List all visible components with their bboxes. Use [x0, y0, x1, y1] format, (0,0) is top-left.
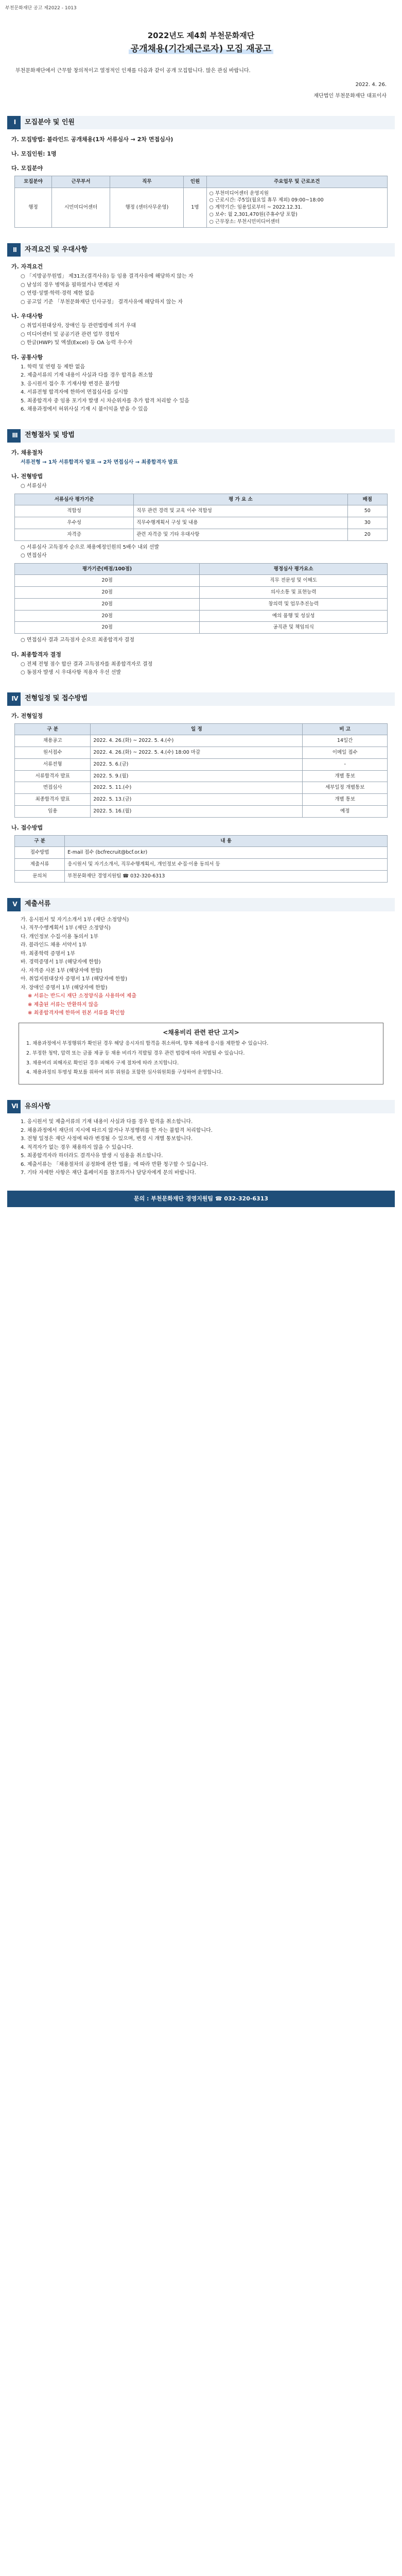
common-label: 다. 공통사항 — [11, 353, 43, 361]
contact-footer: 문의 : 부천문화재단 경영지원팀 ☎ 032-320-6313 — [7, 1191, 395, 1207]
table-cell: 2022. 5. 9.(월) — [91, 770, 303, 782]
table-cell: 20점 — [15, 575, 200, 587]
table-cell: 2022. 5. 6.(금) — [91, 758, 303, 770]
title-highlight: 공개채용(기간제근로자) 모집 재공고 — [129, 44, 274, 54]
list-item: 6. 제출서류는 「채용절차의 공정화에 관한 법률」에 따라 반환 청구할 수 있습니다. — [21, 1161, 208, 1167]
table-cell: 최종합격자 발표 — [15, 794, 91, 806]
schedule-label: 가. 전형일정 — [11, 712, 43, 719]
cell-details — [206, 188, 387, 228]
section-header — [7, 429, 395, 443]
table-cell: 2022. 5. 11.(수) — [91, 782, 303, 794]
table-cell: 예의 품행 및 성실성 — [200, 610, 388, 622]
list-item: 자. 장애인 증명서 1부 (해당자에 한함) — [21, 985, 108, 991]
notice-box-item: 4. 채용과정의 투명성 확보를 위하여 외부 위원을 포함한 심사위원회를 구성하여 운영합니다. — [26, 1070, 223, 1076]
table-cell: 개별 통보 — [303, 794, 388, 806]
table-row — [15, 805, 388, 817]
process-flow: 서류전형 → 1차 서류합격자 발표 → 2차 면접심사 → 최종합격자 발표 — [21, 459, 178, 465]
list-item: 7. 기타 자세한 사항은 재단 홈페이지를 참조하거나 담당자에게 문의 바랍니다. — [21, 1170, 196, 1176]
table-cell: 공직관 및 책임의식 — [200, 622, 388, 634]
process-label: 가. 채용절차 — [11, 449, 43, 456]
table-cell: 의사소통 및 표현능력 — [200, 587, 388, 599]
th-score: 배점 — [347, 494, 387, 505]
section-qualification — [7, 243, 395, 413]
list-item: 바. 경력증명서 1부 (해당자에 한함) — [21, 959, 101, 965]
table-cell: 관련 자격증 및 기타 우대사항 — [134, 529, 347, 540]
table-row — [15, 859, 388, 871]
table-cell: 2022. 4. 26.(화) ~ 2022. 5. 4.(수) — [91, 735, 303, 747]
table-cell: 원서접수 — [15, 747, 91, 759]
section-header — [7, 692, 395, 706]
th-criteria: 서류심사 평가기준 — [15, 494, 134, 505]
section-number: Ⅱ — [9, 243, 21, 257]
th-eval-elements: 평정심사 평가요소 — [200, 563, 388, 575]
table-row — [15, 794, 388, 806]
table-row — [15, 770, 388, 782]
list-item: ○ 한글(HWP) 및 엑셀(Excel) 등 OA 능력 우수자 — [21, 340, 133, 346]
list-item: 3. 전형 일정은 재단 사정에 따라 변경될 수 있으며, 변경 시 개별 통보합니다. — [21, 1136, 193, 1142]
th-content: 내 용 — [65, 835, 388, 847]
table-cell: 임용 — [15, 805, 91, 817]
list-item: ○ 연령·성별·학력·경력 제한 없음 — [21, 291, 95, 297]
th-duty: 직무 — [110, 176, 184, 188]
note-item: ※ 서류는 반드시 재단 소정양식을 사용하여 제출 — [28, 993, 136, 999]
list-item: 6. 채용과정에서 허위사실 기재 시 불이익을 받을 수 있음 — [21, 406, 148, 413]
table-row — [15, 847, 388, 859]
table-cell: 적합성 — [15, 505, 134, 517]
notice-box-item: 1. 채용과정에서 부정행위가 확인된 경우 해당 응시자의 합격을 취소하며, 향후 채용에 응시를 제한할 수 있습니다. — [26, 1041, 269, 1047]
section-number: Ⅲ — [9, 429, 21, 443]
th-count: 인원 — [184, 176, 206, 188]
table-row — [15, 622, 388, 634]
receive-table — [14, 835, 388, 883]
section-number: Ⅳ — [9, 692, 21, 706]
table-cell: 20점 — [15, 610, 200, 622]
table-cell: 채용공고 — [15, 735, 91, 747]
cell-count: 1명 — [184, 188, 206, 228]
list-item: ○ 남성의 경우 병역을 필하였거나 면제된 자 — [21, 282, 120, 288]
table-cell: 2022. 4. 26.(화) ~ 2022. 5. 4.(수) 18:00 마감 — [91, 747, 303, 759]
table-cell: 20점 — [15, 598, 200, 610]
notice-box — [19, 1023, 383, 1084]
th-note: 비 고 — [303, 723, 388, 735]
section-header — [7, 898, 395, 911]
cell-field: 행정 — [15, 188, 52, 228]
table-cell: 세부일정 개별통보 — [303, 782, 388, 794]
title-line1: 2022년도 제4회 부천문화재단 — [147, 31, 255, 41]
list-item: 5. 최종합격자 중 임용 포기자 발생 시 차순위자를 추가 합격 처리할 수 있음 — [21, 398, 189, 404]
table-cell: 2022. 5. 16.(월) — [91, 805, 303, 817]
table-row — [15, 747, 388, 759]
table-cell: - — [303, 758, 388, 770]
table-cell: E-mail 접수 (bcfrecruit@bcf.or.kr) — [65, 847, 388, 859]
section-documents — [7, 898, 395, 1084]
table-cell: 20 — [347, 529, 387, 540]
table-row — [15, 610, 388, 622]
section-recruit-field — [7, 116, 395, 228]
list-item: 4. 적격자가 없는 경우 채용하지 않을 수 있습니다. — [21, 1144, 133, 1150]
interview-table — [14, 563, 388, 634]
list-item: ○ 동점자 발생 시 우대사항 적용자 우선 선발 — [21, 670, 121, 676]
qualification-label: 가. 자격요건 — [11, 263, 43, 270]
table-cell: 제출서류 — [15, 859, 65, 871]
th-dept: 근무부서 — [51, 176, 110, 188]
interview-note: ○ 면접심사 결과 고득점자 순으로 최종합격자 결정 — [21, 637, 134, 643]
table-cell: 직무수행계획서 구성 및 내용 — [134, 517, 347, 529]
list-item: ○ 취업지원대상자, 장애인 등 관련법령에 의거 우대 — [21, 323, 136, 329]
table-cell: 직무 전문성 및 이해도 — [200, 575, 388, 587]
detail-line: ○ 근로시간: 주5일(월요일 휴무 제외) 09:00~18:00 — [209, 197, 324, 204]
section-process — [7, 429, 395, 677]
section-schedule — [7, 692, 395, 883]
cell-duty: 행정 (센터사무운영) — [110, 188, 184, 228]
detail-line: ○ 계약기간: 임용일로부터 ~ 2022.12.31. — [209, 205, 303, 211]
list-item: 사. 자격증 사본 1부 (해당자에 한함) — [21, 968, 102, 974]
table-cell: 부천문화재단 경영지원팀 ☎ 032-320-6313 — [65, 870, 388, 882]
table-cell: 20점 — [15, 622, 200, 634]
table-cell: 접수방법 — [15, 847, 65, 859]
table-cell: 50 — [347, 505, 387, 517]
recruitment-notice — [0, 0, 402, 1207]
note-item: ※ 최종합격자에 한하여 원본 서류를 확인함 — [28, 1010, 125, 1016]
table-cell: 예정 — [303, 805, 388, 817]
doc-review-label: ○ 서류심사 — [21, 483, 47, 489]
table-cell: 개별 통보 — [303, 770, 388, 782]
recruit-table — [14, 176, 388, 228]
notice-number: 부천문화재단 공고 제2022 - 1013 — [5, 6, 77, 11]
th-item: 구 분 — [15, 835, 65, 847]
table-row — [15, 735, 388, 747]
list-item: ○ 미디어센터 및 공공기관 관련 업무 경험자 — [21, 331, 120, 337]
list-item: ○ 「지방공무원법」 제31조(결격사유) 등 임용 결격사유에 해당하지 않는 자 — [21, 274, 194, 280]
section-title: 전형절차 및 방법 — [25, 431, 75, 439]
table-row — [15, 505, 388, 517]
table-row — [15, 575, 388, 587]
table-cell: 응시원서 및 자기소개서, 직무수행계획서, 개인정보 수집·이용 동의서 등 — [65, 859, 388, 871]
intro-text: 부천문화재단에서 근무할 창의적이고 열정적인 인재를 다음과 같이 공개 모집합니다. 많은 관심 바랍니다. — [15, 68, 251, 74]
table-cell: 창의력 및 업무추진능력 — [200, 598, 388, 610]
table-row — [15, 188, 388, 228]
table-cell: 문의처 — [15, 870, 65, 882]
table-row — [15, 782, 388, 794]
list-item: 3. 응시원서 접수 후 기재사항 변경은 불가함 — [21, 381, 120, 387]
table-cell: 면접심사 — [15, 782, 91, 794]
recruit-method: 가. 모집방법: 블라인드 공개채용(1차 서류심사 → 2차 면접심사) — [11, 135, 173, 143]
list-item: 5. 최종합격자라 하더라도 결격사유 발생 시 임용을 취소합니다. — [21, 1153, 163, 1159]
detail-line: ○ 보수: 월 2,301,470원(주휴수당 포함) — [209, 211, 298, 217]
table-row — [15, 587, 388, 599]
interview-label: ○ 면접심사 — [21, 553, 47, 559]
cell-dept: 시민미디어센터 — [51, 188, 110, 228]
org-name: 재단법인 부천문화재단 대표이사 — [313, 93, 387, 99]
list-item: 2. 제출서류의 기재 내용이 사실과 다를 경우 합격을 취소함 — [21, 372, 153, 379]
table-row — [15, 758, 388, 770]
th-elements: 평 가 요 소 — [134, 494, 347, 505]
section-number: Ⅰ — [9, 116, 21, 129]
recruit-field-label: 다. 모집분야 — [11, 164, 43, 172]
list-item: 아. 취업지원대상자 증명서 1부 (해당자에 한함) — [21, 976, 128, 982]
list-item: 1. 학력 및 연령 등 제한 없음 — [21, 364, 85, 370]
final-decision-label: 다. 최종합격자 결정 — [11, 651, 61, 658]
table-row — [15, 598, 388, 610]
section-header — [7, 1100, 395, 1113]
table-cell: 직무 관련 경력 및 교육 이수 적합성 — [134, 505, 347, 517]
table-cell: 30 — [347, 517, 387, 529]
title-line2 — [0, 43, 402, 56]
list-item: 마. 최종학력 증명서 1부 — [21, 951, 76, 957]
table-cell: 14일간 — [303, 735, 388, 747]
doc-review-note: ○ 서류심사 고득점자 순으로 채용예정인원의 5배수 내외 선발 — [21, 544, 160, 550]
table-row — [15, 529, 388, 540]
detail-line: ○ 부천미디어센터 운영지원 — [209, 190, 269, 196]
title-block — [0, 30, 402, 55]
table-cell: 서류합격자 발표 — [15, 770, 91, 782]
recruit-count: 나. 모집인원: 1명 — [11, 150, 57, 157]
table-cell: 우수성 — [15, 517, 134, 529]
list-item: 라. 블라인드 채용 서약서 1부 — [21, 942, 87, 948]
list-item: ○ 전체 전형 점수 합산 결과 고득점자를 최종합격자로 결정 — [21, 661, 153, 667]
schedule-table — [14, 723, 388, 818]
detail-line: ○ 근무장소: 부천시민미디어센터 — [209, 218, 280, 225]
receive-label: 나. 접수방법 — [11, 824, 43, 831]
list-item: ○ 공고일 기준 「부천문화재단 인사규정」 결격사유에 해당하지 않는 자 — [21, 299, 183, 305]
method-label: 나. 전형방법 — [11, 473, 43, 480]
list-item: 나. 직무수행계획서 1부 (재단 소정양식) — [21, 925, 111, 931]
list-item: 다. 개인정보 수집·이용 동의서 1부 — [21, 934, 99, 940]
section-number: Ⅴ — [9, 898, 21, 911]
section-cautions — [7, 1100, 395, 1177]
table-cell: 이메일 접수 — [303, 747, 388, 759]
section-title: 유의사항 — [25, 1102, 51, 1110]
section-number: Ⅵ — [9, 1100, 21, 1113]
th-details: 주요업무 및 근로조건 — [206, 176, 387, 188]
table-row — [15, 870, 388, 882]
notice-date: 2022. 4. 26. — [355, 81, 387, 88]
section-title: 자격요건 및 우대사항 — [25, 245, 88, 253]
list-item: 가. 응시원서 및 자기소개서 1부 (재단 소정양식) — [21, 917, 129, 923]
th-score-criteria: 평가기준(배점/100점) — [15, 563, 200, 575]
notice-box-title: <채용비리 관련 판단 고지> — [163, 1028, 239, 1036]
th-date: 일 정 — [91, 723, 303, 735]
section-header — [7, 116, 395, 129]
section-title: 모집분야 및 인원 — [25, 118, 75, 126]
table-cell: 20점 — [15, 587, 200, 599]
preference-label: 나. 우대사항 — [11, 313, 43, 320]
table-cell: 2022. 5. 13.(금) — [91, 794, 303, 806]
th-field: 모집분야 — [15, 176, 52, 188]
notice-box-item: 3. 채용비리 피해자로 확인된 경우 피해자 구제 절차에 따라 조치합니다. — [26, 1060, 179, 1066]
list-item: 1. 응시원서 및 제출서류의 기재 내용이 사실과 다를 경우 합격을 취소합니다. — [21, 1119, 193, 1125]
section-title: 전형일정 및 접수방법 — [25, 694, 88, 703]
table-cell: 서류전형 — [15, 758, 91, 770]
note-item: ※ 제출된 서류는 반환하지 않음 — [28, 1002, 99, 1008]
table-cell: 자격증 — [15, 529, 134, 540]
section-header — [7, 243, 395, 257]
doc-review-table — [14, 494, 388, 541]
table-row — [15, 517, 388, 529]
list-item: 4. 서류전형 합격자에 한하여 면접심사를 실시함 — [21, 389, 128, 396]
section-title: 제출서류 — [25, 900, 51, 908]
th-item: 구 분 — [15, 723, 91, 735]
list-item: 2. 채용과정에서 재단의 지시에 따르지 않거나 부정행위를 한 자는 불합격 처리합니다. — [21, 1127, 213, 1133]
notice-box-item: 2. 부정한 청탁, 압력 또는 금품 제공 등 채용 비리가 적발될 경우 관련 법령에 따라 처벌될 수 있습니다. — [26, 1050, 245, 1056]
